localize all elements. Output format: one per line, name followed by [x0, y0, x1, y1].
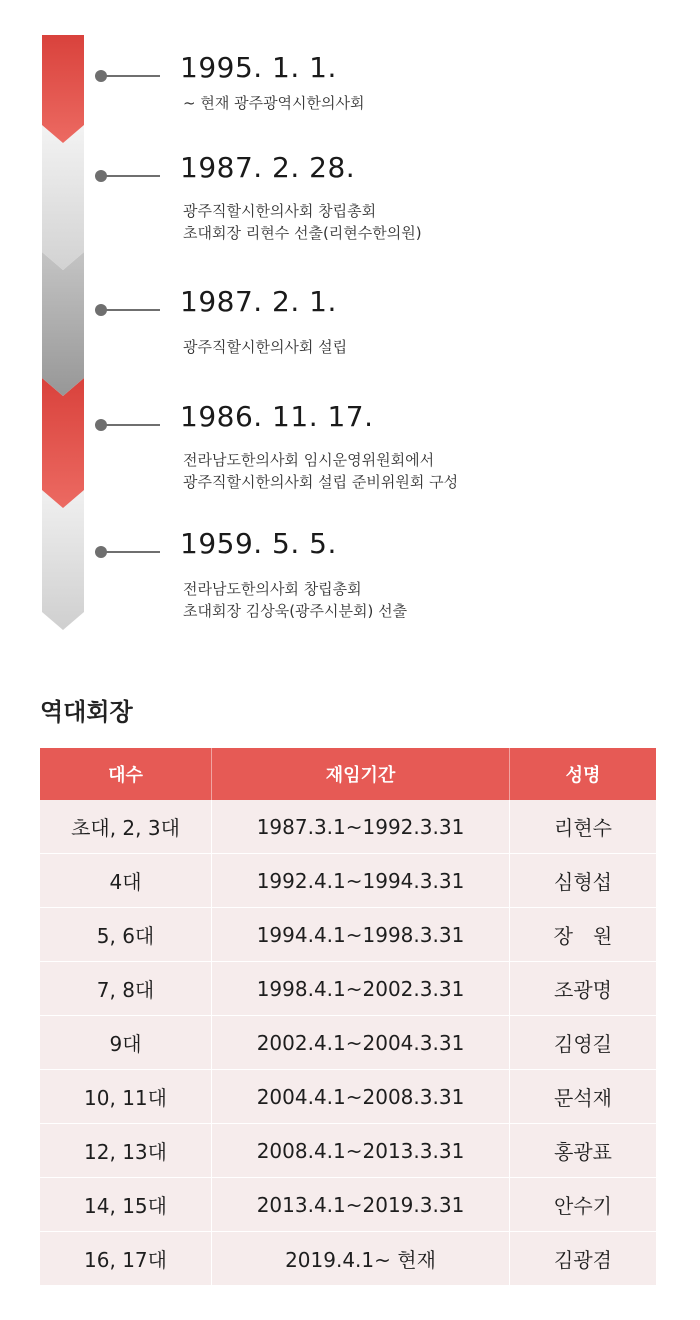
timeline-connector	[105, 75, 160, 77]
column-header-name: 성명	[565, 765, 601, 786]
timeline-description-line: 광주직할시한의사회 창립총회	[183, 202, 377, 220]
timeline-date: 1987. 2. 1.	[180, 285, 337, 318]
column-header-period: 재임기간	[212, 748, 510, 800]
ribbon-segment-3	[42, 252, 84, 396]
table-row	[40, 800, 656, 854]
name-cell: 문석재	[554, 1086, 612, 1110]
table-row	[40, 854, 656, 908]
term-cell: 초대, 2, 3대	[40, 800, 212, 853]
name-cell: 안수기	[554, 1194, 612, 1218]
timeline-description-line: 광주직할시한의사회 설립	[183, 338, 348, 356]
period-cell: 1998.4.1~2002.3.31	[212, 962, 510, 1015]
term-cell: 10, 11대	[40, 1070, 212, 1123]
column-header-term: 대수	[40, 748, 212, 800]
timeline-description	[183, 336, 347, 358]
ribbon-segment-2	[42, 125, 84, 270]
history-timeline	[0, 0, 700, 650]
period-cell: 2004.4.1~2008.3.31	[212, 1070, 510, 1123]
table-header	[40, 748, 656, 800]
timeline-description-line: 초대회장 리현수 선출(리현수한의원)	[183, 224, 422, 242]
period-cell: 2013.4.1~2019.3.31	[212, 1178, 510, 1231]
timeline-description	[183, 92, 365, 114]
period-cell: 1992.4.1~1994.3.31	[212, 854, 510, 907]
table-row	[40, 1070, 656, 1124]
timeline-description-line: 광주직할시한의사회 설립 준비위원회 구성	[183, 473, 459, 491]
name-cell: 홍광표	[554, 1140, 612, 1164]
timeline-description-line: 초대회장 김상욱(광주시분회) 선출	[183, 602, 408, 620]
period-cell: 2019.4.1~ 현재	[212, 1232, 510, 1285]
timeline-date: 1987. 2. 28.	[180, 151, 356, 184]
timeline-date: 1986. 11. 17.	[180, 400, 374, 433]
timeline-description	[183, 578, 407, 622]
timeline-description	[183, 449, 458, 493]
term-cell: 14, 15대	[40, 1178, 212, 1231]
term-cell: 5, 6대	[40, 908, 212, 961]
ribbon-segment-1	[42, 35, 84, 143]
timeline-connector	[105, 551, 160, 553]
term-cell: 9대	[40, 1016, 212, 1069]
timeline-description	[183, 200, 422, 244]
timeline-connector	[105, 175, 160, 177]
timeline-connector	[105, 424, 160, 426]
period-cell: 2002.4.1~2004.3.31	[212, 1016, 510, 1069]
period-cell: 1987.3.1~1992.3.31	[212, 800, 510, 853]
presidents-table	[40, 748, 656, 1286]
term-cell: 4대	[40, 854, 212, 907]
name-cell: 리현수	[554, 816, 612, 840]
table-row	[40, 962, 656, 1016]
period-cell: 1994.4.1~1998.3.31	[212, 908, 510, 961]
ribbon-segment-5	[42, 490, 84, 630]
ribbon-segment-4	[42, 378, 84, 508]
term-cell: 16, 17대	[40, 1232, 212, 1285]
timeline-description-line: 전라남도한의사회 임시운영위원회에서	[183, 451, 435, 469]
timeline-date: 1995. 1. 1.	[180, 51, 337, 84]
period-cell: 2008.4.1~2013.3.31	[212, 1124, 510, 1177]
timeline-date: 1959. 5. 5.	[180, 527, 337, 560]
section-title: 역대회장	[40, 698, 133, 726]
name-cell: 조광명	[554, 978, 612, 1002]
term-cell: 7, 8대	[40, 962, 212, 1015]
table-row	[40, 1178, 656, 1232]
table-row	[40, 1124, 656, 1178]
table-row	[40, 908, 656, 962]
table-row	[40, 1232, 656, 1286]
timeline-description-line: 전라남도한의사회 창립총회	[183, 580, 362, 598]
table-row	[40, 1016, 656, 1070]
timeline-connector	[105, 309, 160, 311]
name-cell: 김광겸	[554, 1248, 612, 1272]
term-cell: 12, 13대	[40, 1124, 212, 1177]
name-cell: 장 원	[553, 924, 613, 948]
name-cell: 심형섭	[554, 870, 612, 894]
name-cell: 김영길	[554, 1032, 612, 1056]
timeline-description-line: ~ 현재 광주광역시한의사회	[183, 94, 365, 112]
